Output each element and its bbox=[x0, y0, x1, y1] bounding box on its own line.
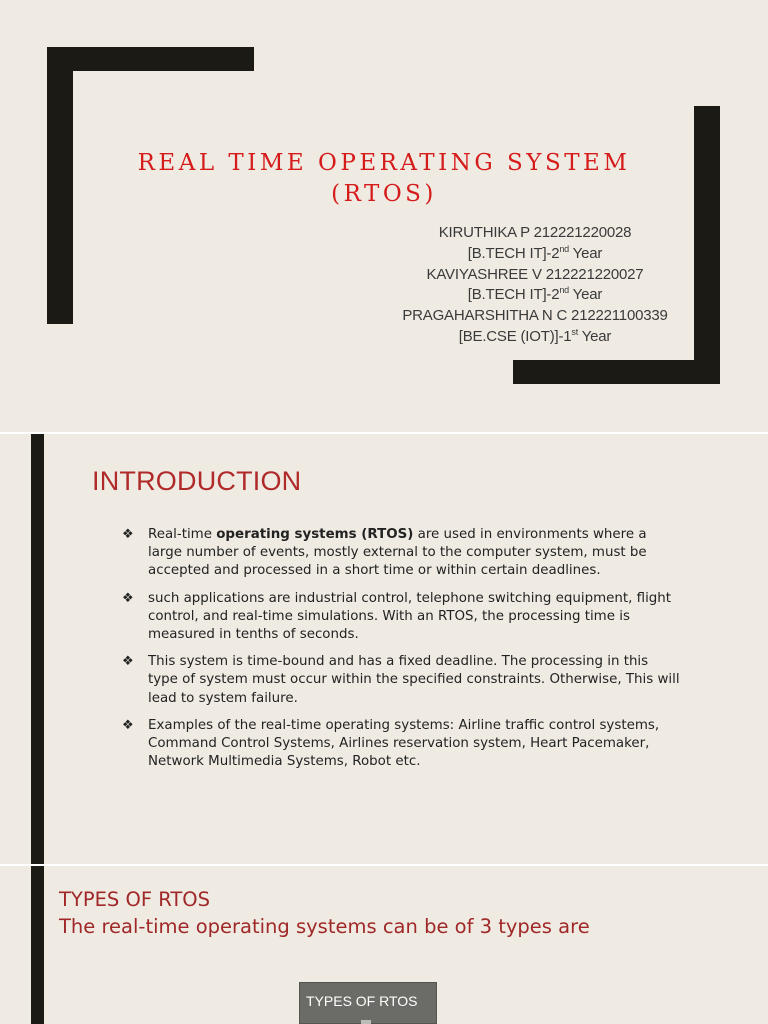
list-item: ❖ Examples of the real-time operating systems: Airline traffic control systems, Command Control Systems, Airlines reservation system, Heart Pacemaker, Network Multimedia Systems, Robot etc. bbox=[122, 717, 660, 770]
list-item: ❖ Real-time operating systems (RTOS) are used in environments where a large number of events, mostly external to the computer system, must be accepted and processed in a short time or within certain deadlines. bbox=[122, 527, 647, 579]
frame-bar-top-left-vertical bbox=[47, 47, 73, 324]
diagram-connector bbox=[361, 1020, 371, 1024]
types-subheading: The real-time operating systems can be of 3 types are bbox=[59, 915, 590, 938]
title-line-2: (RTOS) bbox=[331, 181, 437, 207]
author-list bbox=[380, 223, 690, 348]
diamond-bullet-icon: ❖ bbox=[122, 590, 134, 606]
diamond-bullet-icon: ❖ bbox=[122, 527, 134, 542]
list-item: ❖ This system is time-bound and has a fixed deadline. The processing in this type of system must occur within the specified constraints. Otherwise, This will lead to system failure. bbox=[122, 654, 680, 706]
introduction-bullet-list bbox=[122, 526, 682, 780]
types-diagram-box: TYPES OF RTOS bbox=[299, 982, 437, 1024]
presentation-title bbox=[90, 148, 678, 210]
author-3-course: [BE.CSE (IOT)]-1st Year bbox=[458, 326, 612, 345]
author-2-course: [B.TECH IT]-2nd Year bbox=[467, 285, 603, 304]
author-3-name: PRAGAHARSHITHA N C 212221100339 bbox=[402, 307, 668, 325]
introduction-slide bbox=[0, 434, 768, 864]
title-line-1: REAL TIME OPERATING SYSTEM bbox=[137, 150, 631, 176]
diamond-bullet-icon: ❖ bbox=[122, 654, 134, 670]
author-1-name: KIRUTHIKA P 212221220028 bbox=[438, 224, 632, 241]
frame-bar-bottom-right-vertical bbox=[694, 106, 720, 384]
title-slide bbox=[0, 0, 768, 432]
list-item: ❖ such applications are industrial control, telephone switching equipment, flight control, and real-time simulations. With an RTOS, the processing time is measured in tenths of seconds. bbox=[122, 590, 672, 643]
frame-bar-bottom-right-horizontal bbox=[513, 360, 720, 384]
introduction-heading: INTRODUCTION bbox=[92, 466, 302, 496]
types-heading: TYPES OF RTOS bbox=[59, 888, 211, 911]
diamond-bullet-icon: ❖ bbox=[122, 717, 134, 733]
frame-bar-top-left-horizontal bbox=[47, 47, 254, 71]
author-1-course: [B.TECH IT]-2nd Year bbox=[467, 243, 603, 262]
author-2-name: KAVIYASHREE V 212221220027 bbox=[426, 265, 644, 283]
left-accent-bar bbox=[31, 866, 44, 1024]
types-slide bbox=[0, 866, 768, 1024]
left-accent-bar bbox=[31, 434, 44, 864]
